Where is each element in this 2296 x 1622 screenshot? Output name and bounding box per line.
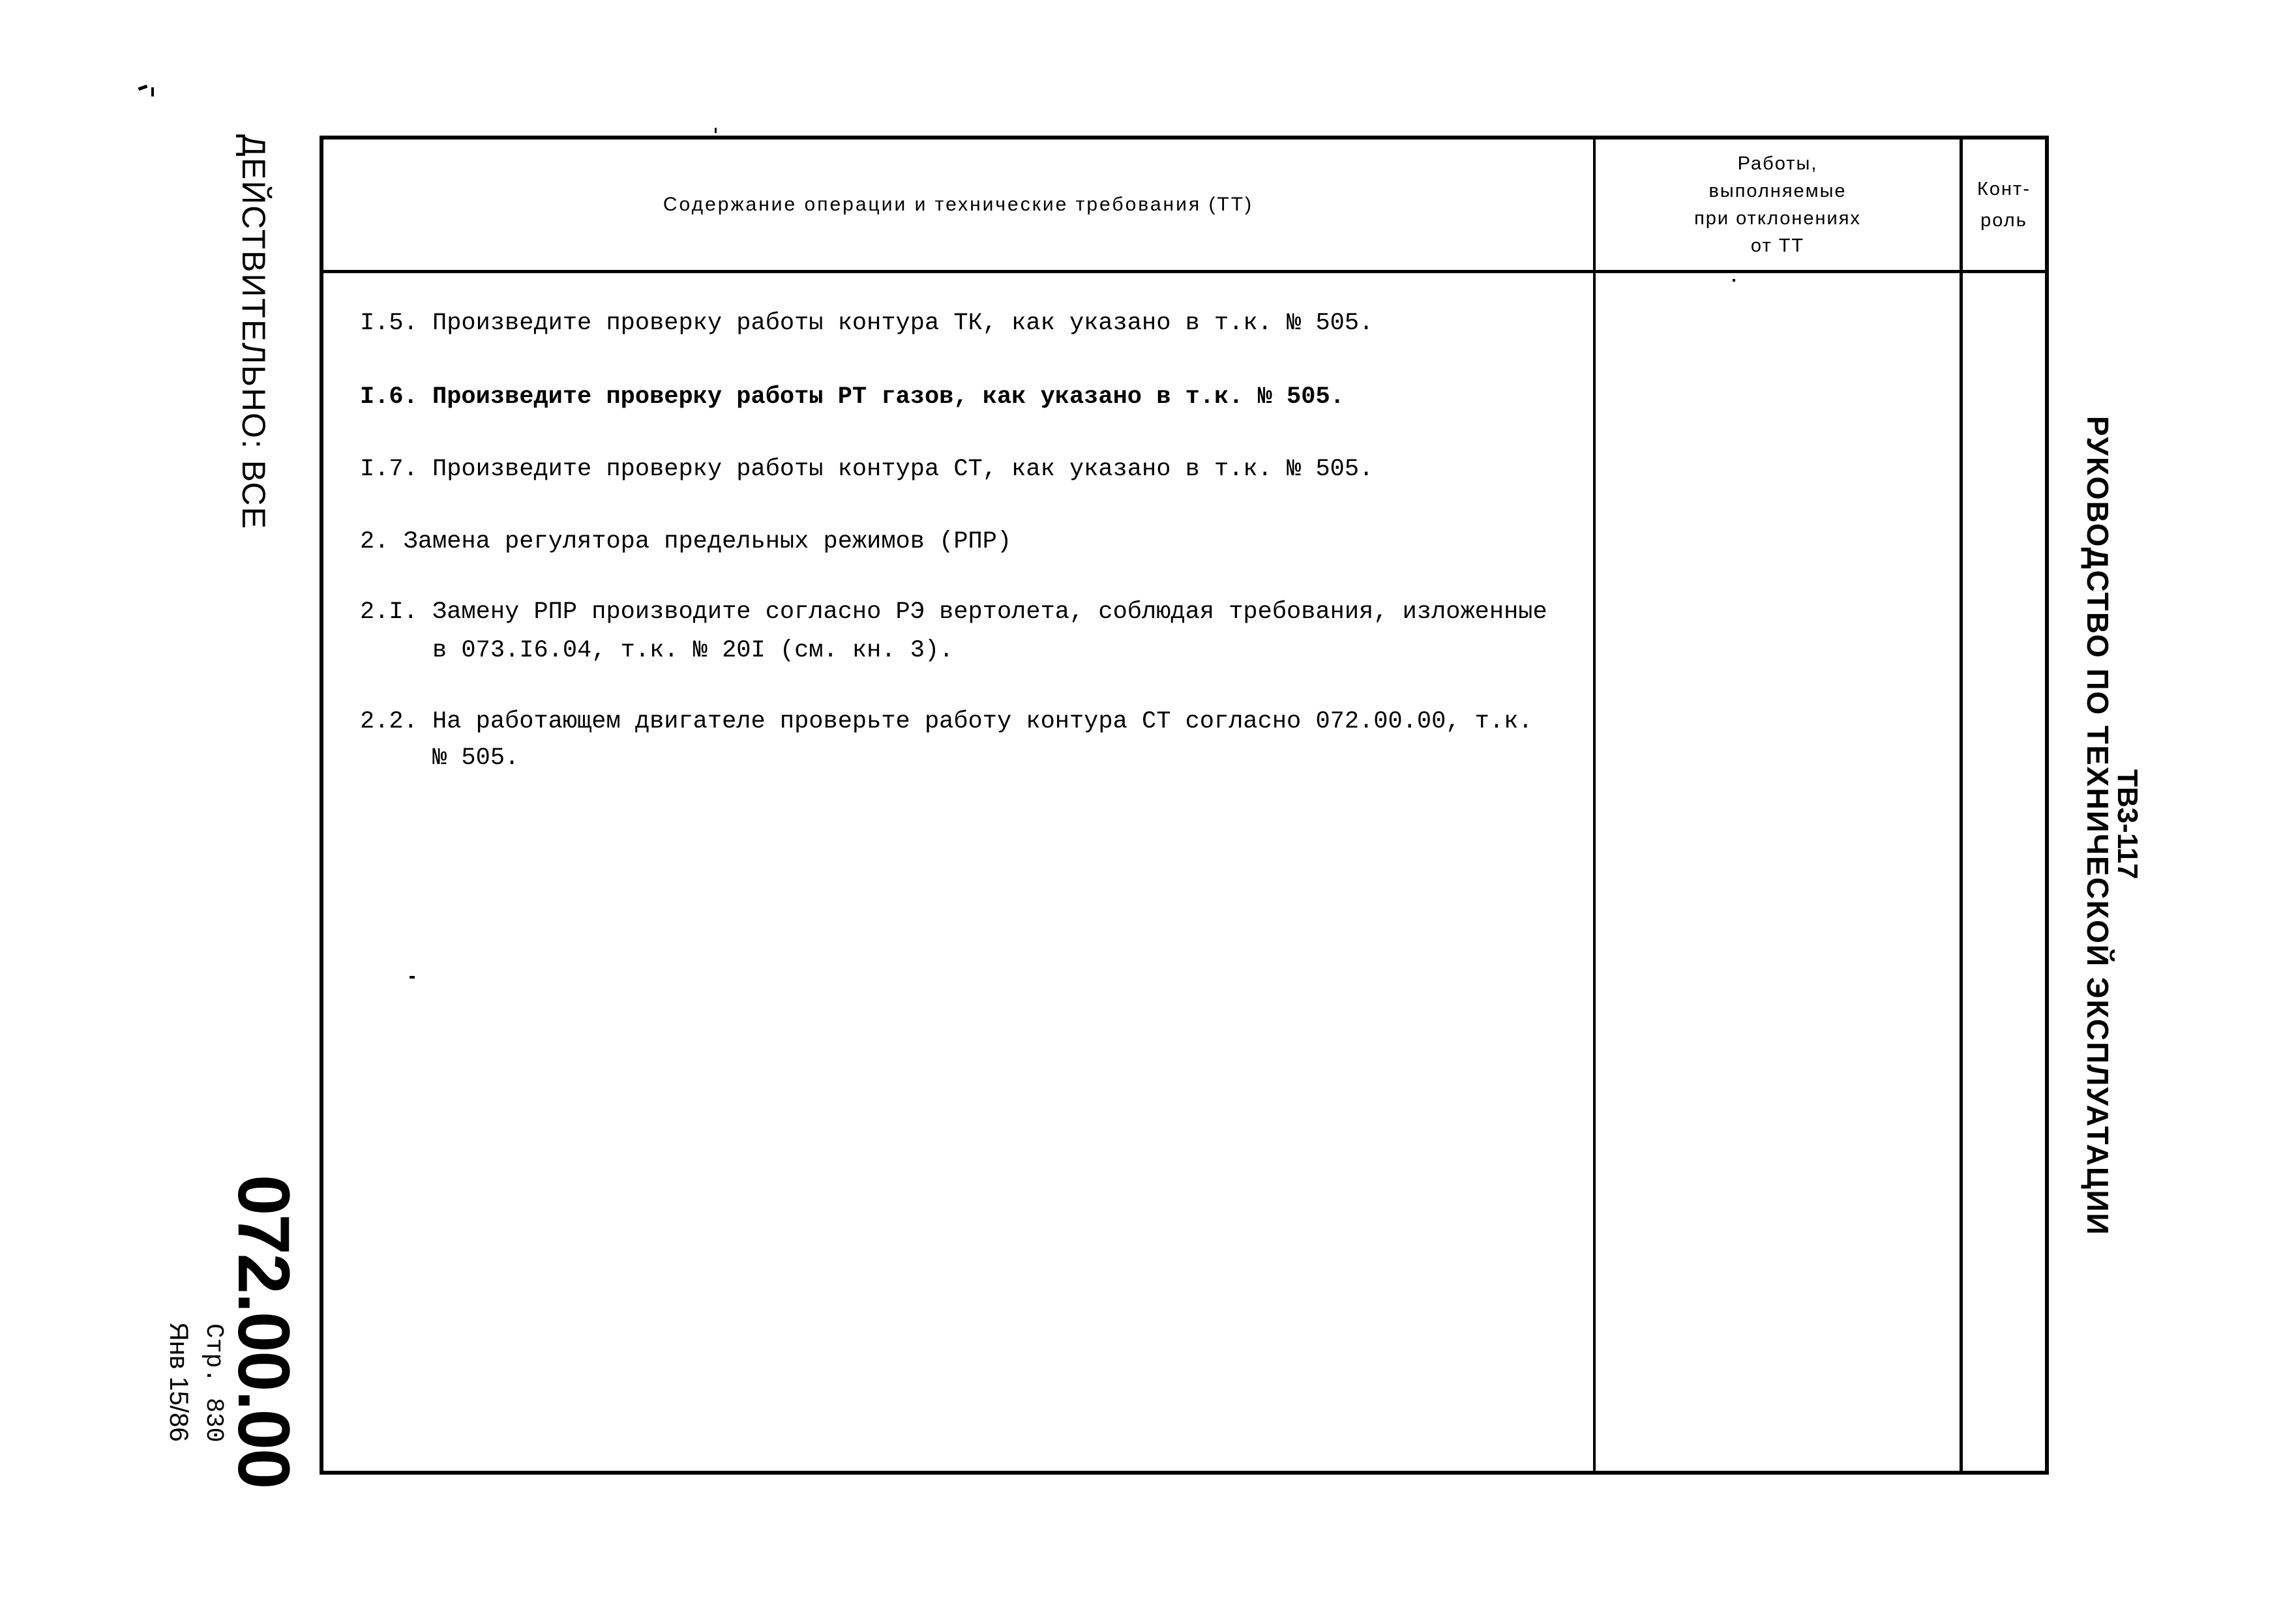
section-code: 072.00.00: [223, 1175, 305, 1488]
scan-artifact: [138, 85, 148, 91]
column-divider-control: [1960, 136, 1963, 1475]
row-2-2-line-1: 2.2. На работающем двигателе проверьте работу контура СТ согласно 072.00.00, т.к.: [360, 708, 1533, 735]
header-deviation-line: при отклонениях: [1694, 208, 1861, 229]
validity-label: ДЕЙСТВИТЕЛЬНО: ВСЕ: [235, 134, 272, 530]
revision-date: Янв 15/86: [164, 1322, 193, 1442]
row-2-1-line-1: 2.I. Замену РПР производите согласно РЭ вертолета, соблюдая требования, изложенные: [360, 598, 1547, 626]
row-1-7: I.7. Произведите проверку работы контура СТ, как указано в т.к. № 505.: [360, 456, 1374, 483]
row-2-1-line-2: в 073.I6.04, т.к. № 20I (см. кн. 3).: [360, 637, 954, 664]
manual-title: РУКОВОДСТВО ПО ТЕХНИЧЕСКОЙ ЭКСПЛУАТАЦИИ: [2081, 416, 2115, 1236]
row-1-5: I.5. Произведите проверку работы контура ТК, как указано в т.к. № 505.: [360, 310, 1374, 337]
header-deviation-line: выполняемые: [1708, 181, 1847, 201]
row-2-heading: 2. Замена регулятора предельных режимов (РПР): [360, 528, 1012, 555]
header-deviation-line: от ТТ: [1750, 235, 1805, 256]
scan-artifact: [410, 976, 415, 979]
header-control: [1963, 140, 2045, 270]
header-divider: [320, 270, 2049, 273]
scan-artifact: [151, 87, 154, 96]
scan-artifact: [715, 128, 717, 133]
header-operation-label: Содержание операции и технические требования (ТТ): [663, 194, 1254, 215]
page-number: Стр. 830: [200, 1323, 228, 1443]
row-2-2-line-2: № 505.: [360, 745, 520, 772]
header-control-line: Конт-: [1977, 179, 2031, 199]
engine-model: ТВ3-117: [2111, 769, 2143, 879]
header-deviation-line: Работы,: [1737, 153, 1818, 174]
header-operation: [323, 140, 1593, 270]
header-deviation-works: [1596, 140, 1960, 270]
row-1-6: I.6. Произведите проверку работы РТ газов, как указано в т.к. № 505.: [360, 383, 1345, 411]
scan-artifact: [1733, 279, 1735, 282]
column-divider-deviation: [1593, 136, 1596, 1475]
header-control-line: роль: [1980, 210, 2027, 231]
